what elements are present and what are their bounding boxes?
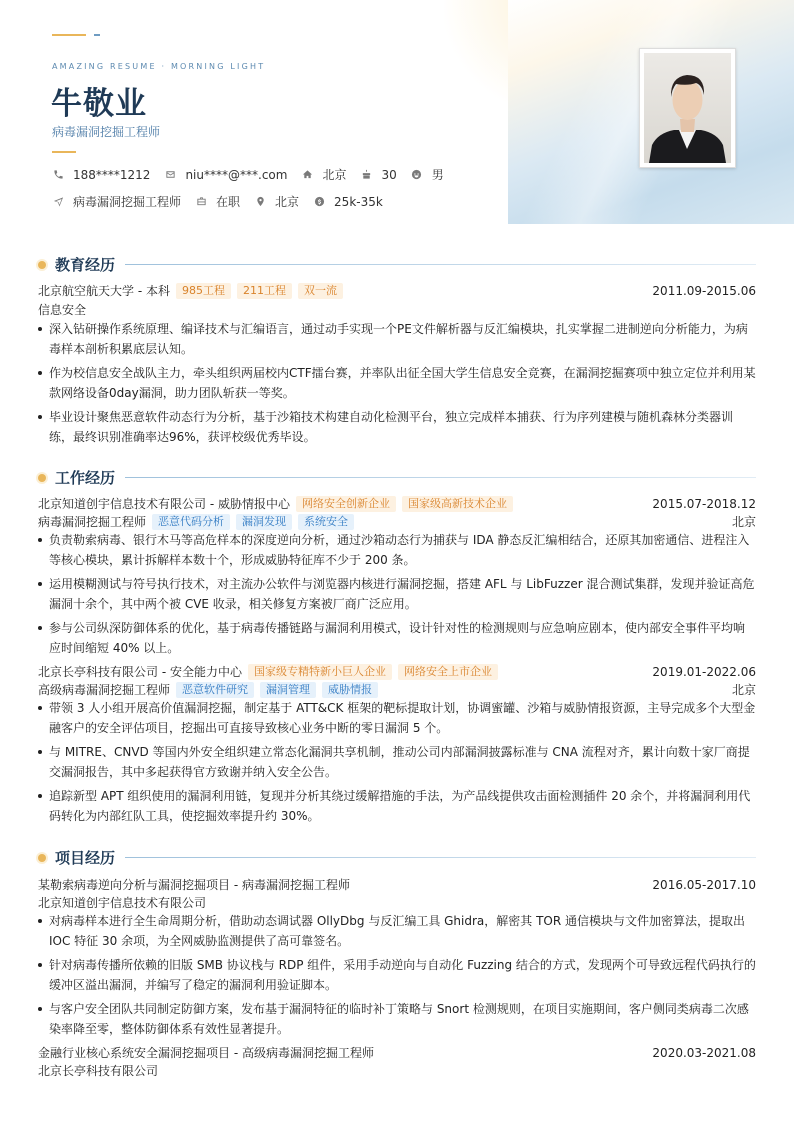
project-dates: 2020.03-2021.08: [652, 1045, 756, 1060]
briefcase-icon: [195, 196, 207, 208]
contact-info-row: [52, 166, 458, 183]
role-tag: 恶意代码分析: [152, 514, 230, 530]
target-position-info: [52, 193, 181, 210]
school-name: 北京航空航天大学 - 本科: [38, 284, 170, 298]
role-tag: 恶意软件研究: [176, 682, 254, 698]
home-icon: [301, 169, 313, 181]
work-bullet: 运用模糊测试与符号执行技术，对主流办公软件与浏览器内核进行漏洞挖掘，搭建 AFL 与 LibFuzzer 混合测试集群，发现并验证高危漏洞十余个，其中两个被 CVE 收录，相关修复方案被厂商广泛应用。: [38, 574, 756, 614]
gender-info: [411, 166, 444, 183]
project-entry-header: [38, 876, 756, 893]
job-role: 病毒漏洞挖掘工程师: [38, 515, 147, 529]
job-city: 北京: [731, 683, 756, 697]
job-city: 北京: [731, 515, 756, 529]
education-bullet: 深入钻研操作系统原理、编译技术与汇编语言，通过动手实现一个PE文件解析器与反汇编模块，扎实掌握二进制逆向分析能力，为病毒样本剖析积累底层认知。: [38, 319, 756, 359]
work-bullet: 参与公司纵深防御体系的优化，基于病毒传播链路与漏洞利用模式，设计针对性的检测规则与应急响应剧本，使内部安全事件平均响应时间缩短 40% 以上。: [38, 618, 756, 658]
location-pin-icon: [254, 196, 266, 208]
section-divider: [125, 857, 756, 858]
company-tag: 网络安全上市企业: [398, 664, 498, 680]
salary-range: 25k-35k: [334, 194, 383, 209]
school-tag: 211工程: [237, 283, 292, 299]
company-name: 北京长亭科技有限公司 - 安全能力中心: [38, 665, 242, 679]
school-tag: 双一流: [298, 283, 343, 299]
send-icon: [52, 196, 64, 208]
work-dates: 2019.01-2022.06: [652, 664, 756, 679]
education-dates: 2011.09-2015.06: [652, 283, 756, 298]
work-role-row: [38, 513, 756, 530]
education-bullet: 毕业设计聚焦恶意软件动态行为分析，基于沙箱技术构建自动化检测平台，独立完成样本捕获、行为序列建模与随机森林分类器训练，最终识别准确率达96%，获评校级优秀毕设。: [38, 407, 756, 447]
work-bullet: 追踪新型 APT 组织使用的漏洞利用链，复现并分析其绕过缓解措施的手法，为产品线提供攻击面检测插件 20 余个，并将漏洞利用代码转化为内部红队工具，使挖掘效率提升约 30%。: [38, 786, 756, 826]
candidate-title: 病毒漏洞挖掘工程师: [52, 125, 161, 139]
project-bullet: 针对病毒传播所依赖的旧版 SMB 协议栈与 RDP 组件，采用手动逆向与自动化 Fuzzing 结合的方式，发现两个可导致远程代码执行的缓冲区溢出漏洞，并编写了稳定的漏洞利用验证脚本。: [38, 955, 756, 995]
age-info: [360, 168, 396, 182]
section-divider: [125, 477, 756, 478]
work-bullet: 与 MITRE、CNVD 等国内外安全组织建立常态化漏洞共享机制，推动公司内部漏洞披露标准与 CNA 流程对齐，累计向数十家厂商提交漏洞报告，其中多起获得官方致谢并纳入安全公告。: [38, 742, 756, 782]
education-major: 信息安全: [38, 303, 87, 317]
job-info-row: [52, 193, 397, 210]
email-info: [164, 168, 287, 182]
project-bullet: 与客户安全团队共同制定防御方案，发布基于漏洞特征的临时补丁策略与 Snort 检测规则，在项目实施期间，客户侧同类病毒二次感染率降至零，整体防御体系有效性显著提升。: [38, 999, 756, 1039]
profile-photo-frame: [639, 48, 736, 168]
resume-header: [0, 0, 794, 224]
education-bullet: 作为校信息安全战队主力，牵头组织两届校内CTF擂台赛，并率队出征全国大学生信息安全竞赛，在漏洞挖掘赛项中独立定位并利用某款网络设备0day漏洞，助力团队斩获一等奖。: [38, 363, 756, 403]
target-city: 北京: [275, 195, 300, 209]
age-value: 30: [381, 167, 397, 182]
role-tag: 系统安全: [298, 514, 354, 530]
project-organization: 北京长亭科技有限公司: [38, 1064, 159, 1078]
home-city: 北京: [322, 168, 347, 182]
job-role: 高级病毒漏洞挖掘工程师: [38, 683, 171, 697]
face-icon: [411, 169, 423, 181]
project-dates: 2016.05-2017.10: [652, 877, 756, 892]
salary-info: [313, 195, 383, 209]
work-status: 在职: [216, 195, 241, 209]
school-tag: 985工程: [176, 283, 231, 299]
accent-line: [52, 34, 86, 36]
role-tag: 漏洞管理: [260, 682, 316, 698]
company-tag: 网络安全创新企业: [296, 496, 396, 512]
project-name: 金融行业核心系统安全漏洞挖掘项目 - 高级病毒漏洞挖掘工程师: [38, 1046, 374, 1060]
company-tag: 国家级高新技术企业: [402, 496, 513, 512]
company-name: 北京知道创宇信息技术有限公司 - 威胁情报中心: [38, 497, 290, 511]
project-entry-header: [38, 1044, 756, 1061]
section-dot-icon: [38, 261, 46, 269]
section-title: 工作经历: [55, 469, 116, 487]
role-tag: 威胁情报: [322, 682, 378, 698]
email-address: niu****@***.com: [185, 167, 288, 182]
resume-tagline: AMAZING RESUME · MORNING LIGHT: [52, 62, 266, 71]
gender-value: 男: [431, 168, 444, 182]
section-dot-icon: [38, 474, 46, 482]
target-city-info: [254, 193, 299, 210]
phone-number: 188****1212: [73, 167, 151, 182]
cake-icon: [360, 169, 372, 181]
section-dot-icon: [38, 854, 46, 862]
phone-info: [52, 168, 150, 182]
phone-icon: [52, 169, 64, 181]
work-role-row: [38, 681, 756, 698]
work-dates: 2015.07-2018.12: [652, 496, 756, 511]
section-divider: [125, 264, 756, 265]
education-entry-header: [38, 282, 756, 299]
city-info: [301, 166, 346, 183]
project-organization: 北京知道创宇信息技术有限公司: [38, 896, 207, 910]
work-status-info: [195, 193, 240, 210]
company-tag: 国家级专精特新小巨人企业: [248, 664, 392, 680]
section-title: 项目经历: [55, 849, 116, 867]
profile-photo: [644, 53, 731, 163]
section-projects-heading: [38, 847, 756, 868]
money-icon: [313, 196, 325, 208]
mail-icon: [164, 169, 176, 181]
candidate-name: 牛敬业: [51, 86, 147, 122]
section-work-heading: [38, 467, 756, 488]
work-bullet: 带领 3 人小组开展高价值漏洞挖掘，制定基于 ATT&CK 框架的靶标提取计划，协调蜜罐、沙箱与威胁情报资源，主导完成多个大型金融客户的安全评估项目，挖掘出可直接导致核心业务中断的零日漏洞 5 个。: [38, 698, 756, 738]
work-bullet: 负责勒索病毒、银行木马等高危样本的深度逆向分析，通过沙箱动态行为捕获与 IDA 静态反汇编相结合，还原其加密通信、进程注入等核心模块，累计拆解样本数十个，形成威胁特征库不少于 200 条。: [38, 530, 756, 570]
project-bullet: 对病毒样本进行全生命周期分析，借助动态调试器 OllyDbg 与反汇编工具 Ghidra，解密其 TOR 通信模块与文件加密算法，提取出 IOC 特征 30 余项，为全网威胁监测提供了高可靠签名。: [38, 911, 756, 951]
accent-divider: [52, 151, 76, 153]
accent-dash: [94, 34, 100, 36]
section-education-heading: [38, 254, 756, 275]
target-position: 病毒漏洞挖掘工程师: [73, 195, 182, 209]
work-entry-header: [38, 663, 756, 680]
section-title: 教育经历: [55, 256, 116, 274]
work-entry-header: [38, 495, 756, 512]
role-tag: 漏洞发现: [236, 514, 292, 530]
project-name: 某勒索病毒逆向分析与漏洞挖掘项目 - 病毒漏洞挖掘工程师: [38, 878, 350, 892]
